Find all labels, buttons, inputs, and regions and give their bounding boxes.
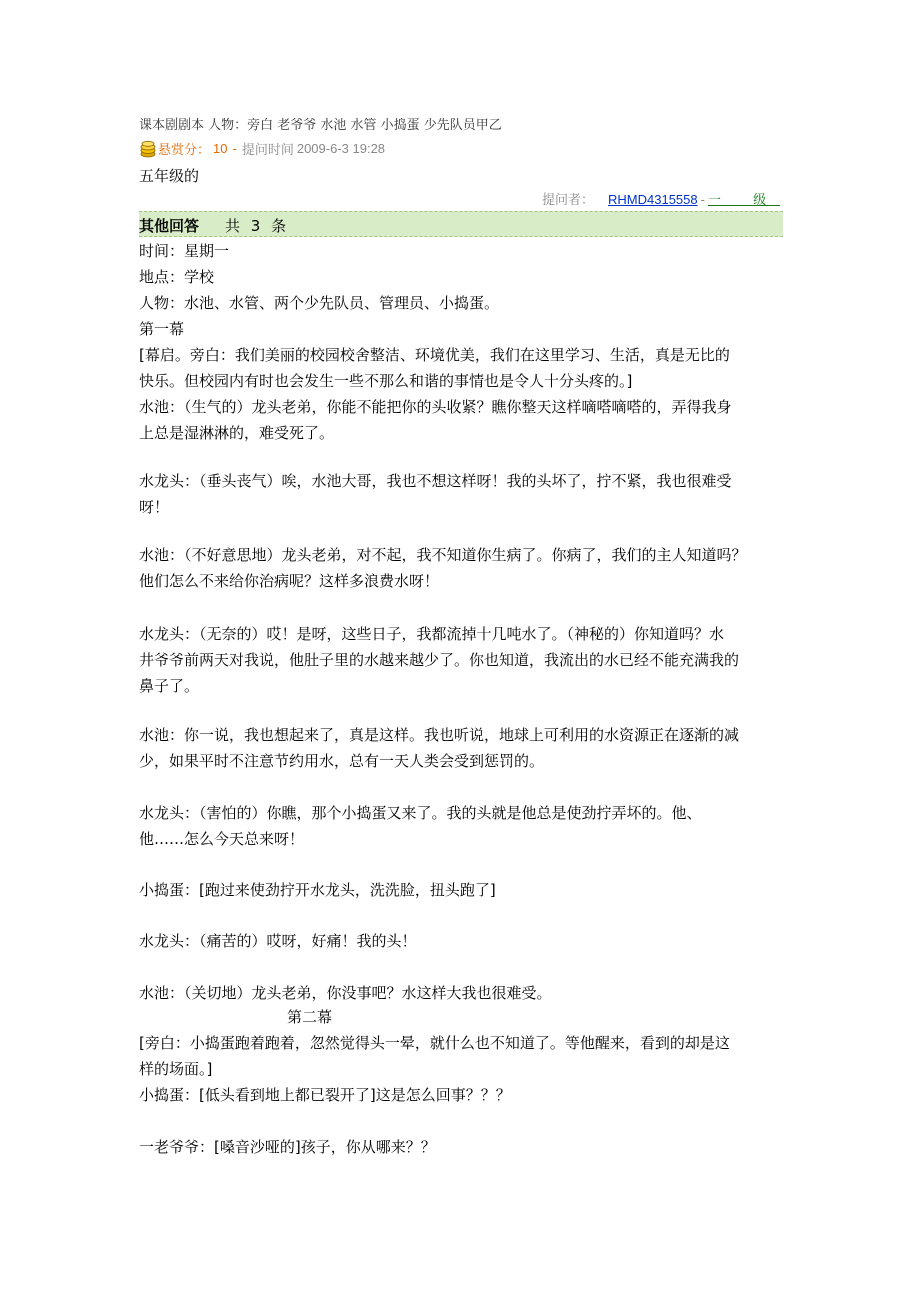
answer-line: 小捣蛋：[跑过来使劲拧开水龙头，洗洗脸，扭头跑了]: [139, 881, 496, 899]
answer-line: 快乐。但校园内有时也会发生一些不那么和谐的事情也是令人十分头疼的。]: [139, 372, 633, 390]
answers-header: [139, 211, 783, 237]
time-label: 提问时间: [241, 143, 294, 158]
asker-info: [542, 189, 788, 208]
asker-name-link[interactable]: RHMD4315558: [608, 192, 698, 207]
meta-separator: -: [232, 141, 237, 156]
question-title: 课本剧剧本 人物：旁白 老爷爷 水池 水管 小捣蛋 少先队员甲乙: [139, 118, 502, 133]
answer-line: 小捣蛋：[低头看到地上都已裂开了]这是怎么回事？？？: [139, 1086, 511, 1104]
answer-line: 样的场面。]: [139, 1060, 213, 1078]
coin-stack-icon: [139, 140, 157, 158]
answer-line: 一老爷爷：[嗓音沙哑的]孩子，你从哪来？？: [139, 1138, 436, 1156]
answer-line: 鼻子了。: [139, 677, 200, 695]
reward-label: 悬赏分：: [158, 143, 211, 158]
answer-line: 上总是湿淋淋的，难受死了。: [139, 424, 335, 442]
answer-line: 水龙头：（痛苦的）哎呀，好痛！我的头！: [139, 932, 417, 950]
answer-line: 井爷爷前两天对我说，他肚子里的水越来越少了。你也知道，我流出的水已经不能充满我的: [139, 651, 740, 669]
answer-line: 水龙头：（害怕的）你瞧，那个小捣蛋又来了。我的头就是他总是使劲拧弄坏的。他、: [139, 804, 702, 822]
question-meta: [139, 139, 385, 158]
reward-value: 10: [213, 141, 228, 156]
answer-line: 水池：（关切地）龙头老弟，你没事吧？水这样大我也很难受。: [139, 984, 552, 1002]
answers-count: 共 3 条: [225, 217, 287, 235]
time-value: 2009-6-3 19:28: [296, 141, 386, 156]
answer-line: 呀！: [139, 498, 170, 516]
answer-line: 地点：学校: [139, 268, 215, 286]
answer-line: 少，如果平时不注意节约用水，总有一天人类会受到惩罚的。: [139, 752, 545, 770]
asker-label: 提问者：: [542, 193, 595, 208]
answer-line: 水龙头：（垂头丧气）唉，水池大哥，我也不想这样呀！我的头坏了，拧不紧，我也很难受: [139, 472, 732, 490]
answer-line: 水池：（生气的）龙头老弟，你能不能把你的头收紧？瞧你整天这样嘀嗒嘀嗒的，弄得我身: [139, 398, 732, 416]
asker-level-link[interactable]: 一 级: [707, 193, 781, 208]
answer-line: [幕启。旁白：我们美丽的校园校舍整洁、环境优美，我们在这里学习、生活，真是无比的: [139, 346, 730, 364]
scene-heading: 第二幕: [287, 1008, 333, 1026]
answer-line: 水池：（不好意思地）龙头老弟，对不起，我不知道你生病了。你病了，我们的主人知道吗？: [139, 546, 747, 564]
answer-line: 他……怎么今天总来呀！: [139, 830, 305, 848]
answer-line: 他们怎么不来给你治病呢？这样多浪费水呀！: [139, 572, 440, 590]
answer-line: 人物：水池、水管、两个少先队员、管理员、小捣蛋。: [139, 294, 500, 312]
answer-line: 时间：星期一: [139, 242, 230, 260]
answer-line: 水龙头：（无奈的）哎！是呀，这些日子，我都流掉十几吨水了。（神秘的）你知道吗？水: [139, 625, 725, 643]
answers-title: 其他回答: [139, 217, 200, 235]
answer-line: [旁白：小捣蛋跑着跑着，忽然觉得头一晕，就什么也不知道了。等他醒来，看到的却是这: [139, 1034, 730, 1052]
asker-dash: -: [700, 192, 705, 207]
answer-line: 水池：你一说，我也想起来了，真是这样。我也听说，地球上可利用的水资源正在逐渐的减: [139, 726, 740, 744]
answer-line: 第一幕: [139, 320, 185, 338]
question-detail: 五年级的: [139, 167, 200, 185]
